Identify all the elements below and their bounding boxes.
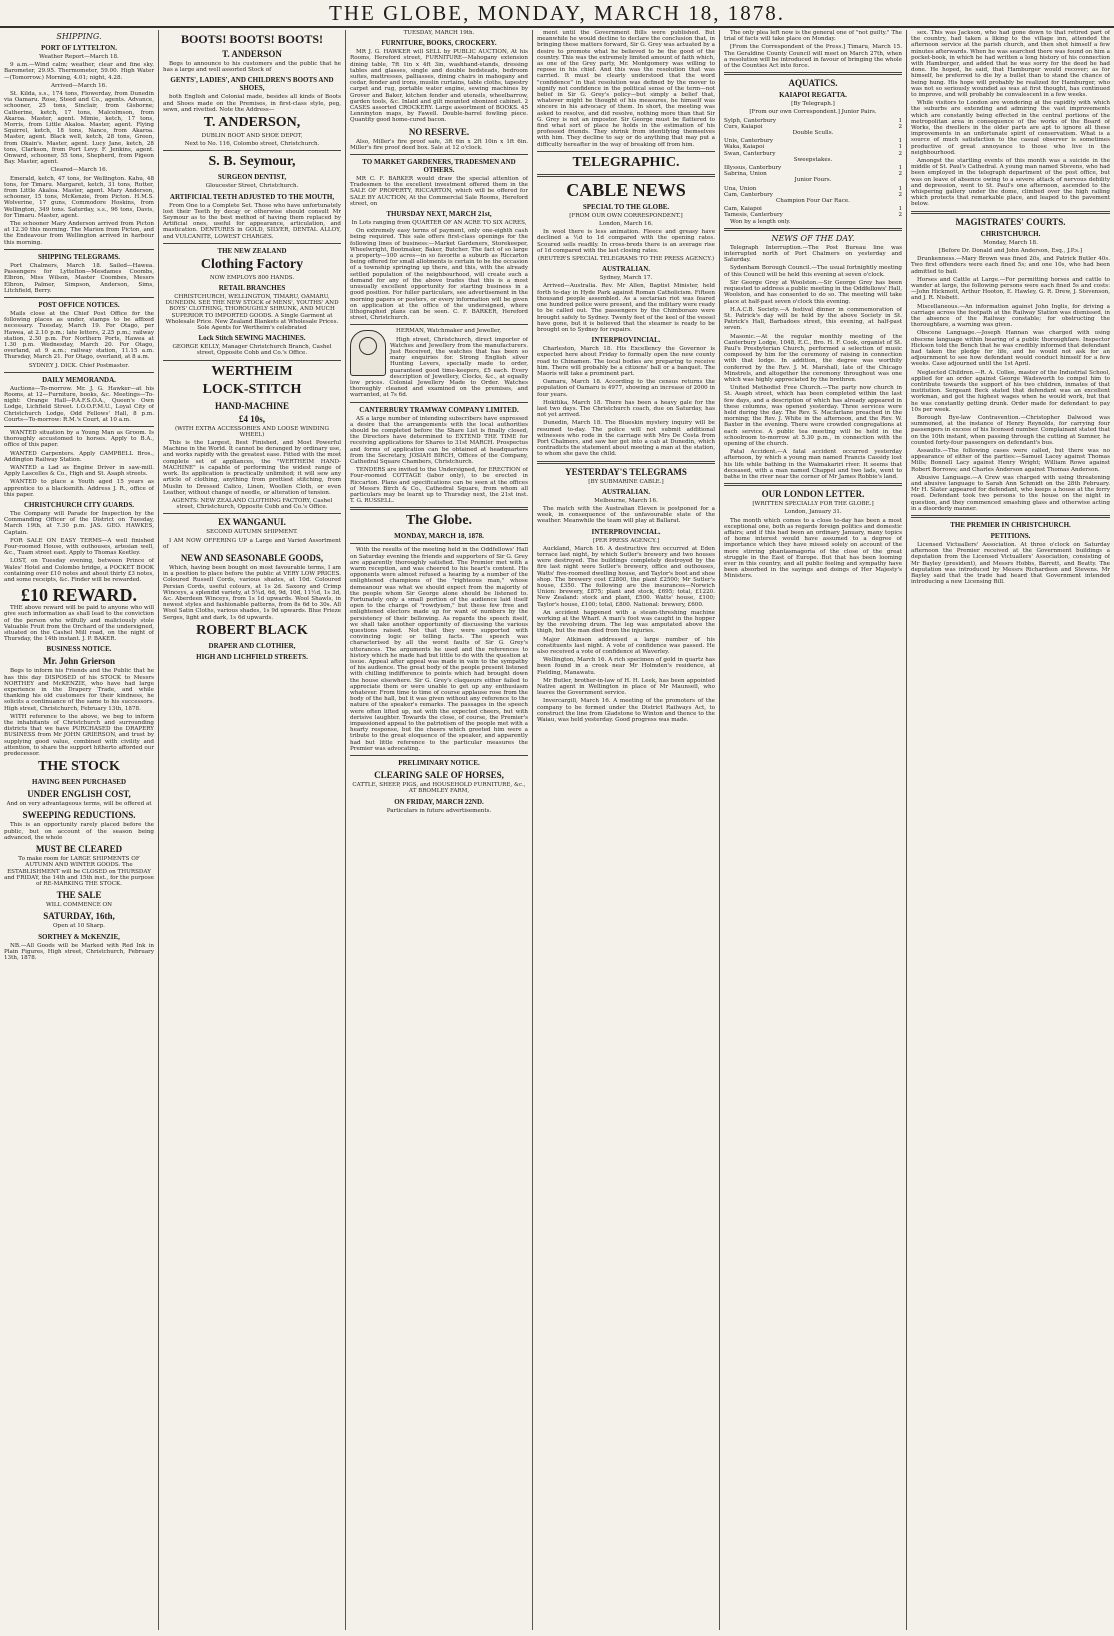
wertheim-line: HAND-MACHINE: [215, 400, 289, 411]
article-text: From One to a Complete Set. Those who have unfortunately lost their Teeth by decay or otherwise should consult Mr Seymour as to the best method of having them replaced by Artificial ones, useful for appearance, articulation, and mastication. DENTURES in GOLD, SILVER, DENTAL ALLOY, and VULCANITE, LOWEST CHARGES.: [163, 202, 341, 240]
article-text: Neglected Children.—R. A. Collee, master of the Industrial School, applied for an order against George Wadsworth to compel him to contribute towards the support of his two children, inmates of that institution. Sergeant Beck stated that defendant was an excellent workman, and got the highest wages when he would work, but that he was constantly getting drunk. Order made for defendant to pay 10s per week.: [911, 369, 1110, 413]
masthead-title: THE GLOBE, MONDAY, MARCH 18, 1878.: [329, 1, 785, 25]
crew-place: 1: [898, 138, 902, 145]
column-courts: [911, 30, 1110, 1630]
black-address: HIGH AND LICHFIELD STREETS.: [196, 652, 308, 661]
article-text: Sir George Grey at Woolston.—Sir George Grey has been requested to address a public meeting in the Oddfellows' Hall, Woolston, and has consented to do so. The meeting will take place at half-past seven o'clock this evening.: [724, 279, 902, 305]
article-text: WANTED a Lad as Engine Driver in saw-mill. Apply Lascelles & Co., High and St. Asaph streets.: [4, 464, 154, 478]
robert-black-heading: ROBERT BLACK: [196, 622, 308, 638]
stock-line: UNDER ENGLISH COST,: [27, 789, 131, 800]
article-text: Major Atkinson addressed a large number of his constituents last night. A vote of confidence was passed. He also received a vote of confidence at Waverley.: [537, 636, 715, 656]
article-text: In wool there is less animation. Fleece and greasy have declined a ½d to 1d compared with the opening rates. Scoured sells readily. In cross-breds there is an average rise of 1d compared with the last closing rates.: [537, 229, 715, 254]
friday-line: ON FRIDAY, MARCH 22ND.: [394, 797, 484, 806]
crew-name: Cam, Kaiapoi: [724, 206, 762, 213]
column-telegraphic: [537, 30, 715, 1630]
crew-name: Illyssus, Canterbury: [724, 165, 782, 172]
daily-memoranda-heading: DAILY MEMORANDA.: [42, 375, 116, 384]
article-text: Telegraph Interruption.—The Post Bureau line was interrupted north of Port Chalmers on yesterday and Saturday.: [724, 244, 902, 264]
article-text: NOW EMPLOYS 800 HANDS.: [209, 274, 295, 281]
port-heading: PORT OF LYTTELTON.: [41, 44, 117, 52]
article-text: Abusive Language.—A Crew was charged with using threatening and abusive language to Sarah Ann Schmidt on the 28th February. Mr H. Slater appeared for defendant, who keeps a house at the ferry road. Defendant took two persons to the house on the night in question, and they commenced smashing glass and otherwise acting in a disorderly manner.: [911, 474, 1110, 512]
press-line: [PER PRESS AGENCY.]: [592, 537, 660, 544]
article-text: With the results of the meeting held in the Oddfellows' Hall on Saturday evening the friends and supporters of Sir G. Grey are apparently thoroughly satisfied. The Premier met with a warm reception, and was cheered to his heart's content. His opponents were almost refused a hearing by a number of the enlightened champions of the "righteous man," whose demeanour was what we should expect from the majority of the people whom Sir George alone should be listened to. Fortunately only a small portion of the audience laid itself open to the charge of "rowdyism," but these few free and enlightened electors made up for want of numbers by the persistency of their bellowing. As regards the speech itself, we shall take another opportunity of discussing the various questions raised. Not that they were supported with convincing logic or telling facts. The speech was characterised by all the worst faults of Sir G. Grey's utterances. The arguments he used and the references to history which he made had but little to do with the question at issue. Appeal after appeal was made in vain to the sympathy of his audience. The great body of the people present listened with chilling indifference to points which had brought down the house elsewhere. Sir G. Grey's claqueurs either failed to appreciate them or were unable to get up any enthusiasm whatever. From time to time of course applause rose from the body of the hall, but it was given without any reference to the nature of the speaker's remarks. The passages in the speech were often lifted up, not with the expected cheers, but with derisive laughter. Towards the close, of course, the Premier's impassioned appeal to the patriotism of the people met with a hearty response, but the cheers which greeted him were a tribute to the great eloquence of the speaker, and apparently had but little reference to the particular measures the Premier was advocating.: [350, 547, 528, 752]
article-text: CHRISTCHURCH, WELLINGTON, TIMARU, OAMARU, DUNEDIN. SEE THE NEW STOCK of MENS', YOUTHS' AND BOYS' CLOTHING, THOROUGHLY SHRUNK, AND MUCH SUPERIOR TO IMPORTED GOODS. A Single Garment at Wholesale Price. New Zealand Blankets at Wholesale Prices. Sole Agents for Wertheim's celebrated: [165, 294, 339, 332]
christchurch-heading: CHRISTCHURCH.: [980, 229, 1041, 238]
regatta-heading: KAIAPOI REGATTA.: [779, 91, 847, 100]
shipping-heading: SHIPPING.: [56, 32, 102, 41]
article-text: The Company will Parade for Inspection by the Commanding Officer of the District on Tuesday, March 19th, at 7.30 p.m. JAS. GEO. HAWKES, Captain.: [4, 510, 154, 536]
crew-name: Una, Union: [724, 185, 757, 192]
court-date: Monday, March 18.: [983, 239, 1038, 246]
stock-line: MUST BE CLEARED: [35, 844, 123, 855]
wertheim-line: LOCK-STITCH: [202, 381, 302, 397]
article-text: [From our own Correspondent.] Junior Pairs.: [749, 109, 877, 116]
reserve-line: NO RESERVE.: [408, 126, 470, 137]
article-text: Invercargill, March 16. A meeting of the promoters of the company to be formed under the District Railways Act, to construct the line from Gladstone to Winton and thence to the Waiau, was held yesterday. Good progress was made.: [537, 698, 715, 724]
article-text: Dunedin, March 18. The Blueskin mystery inquiry will be resumed to-day. The police will not submit additional witnesses who rode in the carriage with Mrs De Costa from Port Chalmers, and saw her get into a cab at Dunedin, which contradicts the statement about meeting a man at the station, to whom she gave the child.: [537, 420, 715, 458]
article-text: Sweepstakes.: [793, 156, 833, 163]
cleared-heading: Cleared—March 16.: [50, 167, 108, 174]
crew-name: Unis, Canterbury: [724, 138, 773, 145]
australian-heading-2: AUSTRALIAN.: [601, 487, 651, 496]
article-text: Borough Bye-law Contravention.—Christopher Dalwood was summoned, at the instance of Henry Reynolds, for carrying four passengers in excess of his licensed number. Complainant stated that on the 10th instant, when passing through the cutting at Sumner, he counted forty-four passengers on defendant's bus.: [911, 414, 1110, 446]
article-text: And on very advantageous terms, will be offered at: [6, 801, 152, 808]
column-rule: [906, 30, 907, 1630]
weather-heading: Weather Report—March 18.: [39, 54, 119, 60]
reuters-line: (REUTER'S SPECIAL TELEGRAMS TO THE PRESS AGENCY.): [537, 256, 715, 263]
stock-line: HAVING BEEN PURCHASED: [32, 778, 126, 787]
sale-date: TUESDAY, MARCH 19th.: [403, 30, 475, 36]
article-text: TENDERS are invited to the Undersigned, for ERECTION of Four-roomed COTTAGE (labor only), to be erected in Riccarton. Plans and specifications can be seen at the offices of Messrs Birch & Co., Cathedral Square, from whom all particulars may be learnt up to Thursday next, the 21st inst. T. G. RUSSELL.: [350, 467, 528, 505]
london-letter-date: London, January 31.: [784, 509, 842, 516]
article-text: The month which comes to a close to-day has been a most exceptional one, both as regards foreign politics and domestic affairs; and if this had been an ordinary January, many topics of home interest would have assumed to a degree of importance which they have missed solely on account of the more stirring phantasmagoria of the close of the great struggle in the East of Europe. But that has been looming ever in this country, and all public feeling and sympathy have been absorbed in the sayings and doings of Her Majesty's Ministers.: [724, 517, 902, 580]
article-text: Open at 10 Sharp.: [53, 923, 105, 930]
article-text: Lock Stitch SEWING MACHINES.: [198, 334, 306, 343]
article-text: sex. This was Jackson, who had gone down to that retired part of the country, had taken a liking to the village inn, attended the afternoon service at the parish church, and then shot himself a few minutes afterwards. When he was searched there was found on him a pocket-book, in which he had written a long history of his connection with Hamburger, and added that he was sorry for the deed he had done. He hoped, he said, that Hamburger would recover; as for himself, he preferred to die by a bullet than to stand the chance of being hung. His hope will probably be realized for Hamburger, who was not so seriously wounded as was at first thought, has continued to improve, and will probably be convalescent in a few weeks.: [911, 30, 1110, 99]
sydney-date: Sydney, March 17.: [599, 275, 653, 282]
article-text: This is an opportunity rarely placed before the public, but on account of the season being advanced, the whole: [4, 822, 154, 841]
premier-heading: THE PREMIER IN CHRISTCHURCH.: [950, 521, 1071, 530]
interprovincial-heading-2: INTERPROVINCIAL.: [591, 527, 661, 536]
crew-place: 2: [898, 212, 902, 219]
article-text: Begs to inform his Friends and the Public that he has this day DISPOSED of his STOCK to Messrs NORTHEY and McKENZIE, who have had large experience in the Drapery Trade, and while thanking his old customers for their kindness, he solicits a continuance of the same to his successors. High street, Christchurch, February 13th, 1878.: [4, 668, 154, 712]
article-text: Arrived—Australia. Rev. Mr Allen, Baptist Minister, held forth to-day in Hyde Park against Roman Catholicism. Fifteen thousand people assembled. As a sectarian riot was feared one hundred police were present, and the military were ready to be called out. The passengers by the Chimborazo were brought safely to Sydney. Twenty feet of the keel of the vessel have gone, but it is believed that the steamer is ready to be brought on to Sydney for repairs.: [537, 283, 715, 333]
article-text: Charleston, March 18. His Excellency the Governor is expected here about Friday to formally open the new county road to Chinamen. The local bodies are preparing to receive him. There will probably be a citizens' ball or a banquet. The Maoris will take a prominent part.: [537, 346, 715, 377]
magistrates-heading: MAGISTRATES' COURTS.: [955, 216, 1066, 227]
crew-place: 1: [898, 165, 902, 172]
column-rule: [158, 30, 159, 1630]
crew-place: 2: [898, 171, 902, 178]
by-telegraph: [By Telegraph.]: [791, 101, 835, 108]
news-heading: NEWS OF THE DAY.: [771, 233, 855, 243]
article-text: On extremely easy terms of payment, only one-eighth cash being required. This sale offers first-class openings for the following lines of business:—Market Gardeners, Storekeeper, Wheelwright, Bootmaker, Baker, Butcher. The fact of so large a property—100 acres—in so favorite a suburb as Riccarton being offered for small allotments is certain to be the occasion of a township springing up there, and this, with the already settled population of the neighbourhood, will create such a demand for any of the above trades that this is a most unusually excellent opportunity for starting business in a good position. For fuller particulars, see advertisement in the morning papers or posters, or every information will be given on application at the office of the undersigned, where lithographed plans can be seen. C. F. BARKER, Hereford street, Christchurch.: [350, 228, 528, 322]
stock-heading: THE STOCK: [38, 759, 120, 775]
furniture-heading: FURNITURE, BOOKS, CROCKERY.: [381, 39, 497, 48]
article-text: Obscene Language.—Joseph Hannan was charged with using obscene language within hearing of a public thoroughfare. Inspector Hickson told the Bench that he was credibly informed that defendant had taken the pledge for life, and he would not ask for an adjournment to see how defendant would conduct himself for a few weeks. Case adjourned until the 1st April.: [911, 330, 1110, 368]
article-text: St. Kilda, s.s., 174 tons, Flowerday, from Dunedin via Oamaru. Rose, Steed and Co., agents. Advance, schooner, 25 tons, Sinclair, from Gisborne; Catherine, ketch, 17 tons, Malcolmson, from Akaroa. Master, agent. Mimie, ketch, 17 tons, Morris, from Little Akaloa. Master, agent. Flying Squirrel, ketch, 18 tons, Nance, from Akaroa. Master, agent. Black well, ketch, 28 tons, Green, from Okain's. Master, agent. Lucy Jane, ketch, 28 tons, Clarkson, from Port Levy. F. Jenkins, agent. Onward, schooner, 55 tons, Shepherd, from Pigeon Bay. Master, agent.: [4, 91, 154, 166]
black-line: DRAPER AND CLOTHIER,: [208, 641, 296, 650]
article-text: MR C. F. BARKER would draw the special attention of Tradesmen to the excellent investment offered them in the SALE OF PROPERTY, RICCARTON, which will be offered for SALE BY AUCTION, At the Commercial Sale Rooms, Hereford street, on: [350, 176, 528, 207]
article-text: both English and Colonial made, besides all kinds of Boots and Shoes made on the Premises, in first-class style, peg, sewn, and rivetted. Note the Address—: [163, 94, 341, 113]
regatta-results: [724, 118, 902, 219]
autumn-line: SECOND AUTUMN SHIPMENT.: [206, 529, 298, 536]
crew-name: Swan, Canterbury: [724, 150, 776, 157]
article-text: Mails close at the Chief Post Office for the following places as under, stamps to be affixed necessary. Tuesday, March 19. For Otago, per Hawea, at 2.10 p.m.; late letters, 2.25 p.m.; railway station, 2.30 p.m. For Northern Ports, Hawea at 1.30 p.m. Wednesday, March 20. For Otago, overland, at 9 a.m.; railway station, 11.15 a.m. Thursday, March 21. For Otago, overland, at 8 a.m.: [4, 310, 154, 361]
globe-title: The Globe.: [405, 513, 473, 529]
article-text: Junior Fours.: [794, 177, 832, 184]
anderson-heading: T. ANDERSON: [222, 49, 282, 59]
article-text: Masonic.—At the regular monthly meeting of the Canterbury Lodge, 1048, E.C., Bro. H. F. Cook, organist of St. Paul's Presbyterian Church, performed a selection of music composed by him for the ceremony of raising in connection with that lodge. In addition, the degree was worthily conferred by the Rev. J. M. Marshall, late of the Chicago Minstrels, and altogether the ceremony throughout was one which was highly appreciated by the brethren.: [724, 333, 902, 383]
article-text: Won by a length only.: [730, 218, 791, 225]
article-text: LOST, on Tuesday evening, between Prince of Wales' Hotel and Colombo bridge, a POCKET BOOK containing over £10 notes and about thirty £3 notes, and some receipts, &c. Finder will be rewarded.: [4, 558, 154, 584]
article-text: AS a large number of intending subscribers have expressed a desire that the arrangements with the local authorities should be completed before the Share List is finally closed, the Directors have determined to EXTEND THE TIME for receiving applications for Shares to 31st MARCH. Prospectus and forms of application can be obtained at headquarters from the Secretary, JOSIAH BIRCH, Offices of the Company, Cathedral Square Chambers, Christchurch.: [350, 415, 528, 465]
article-text: In Lots ranging from QUARTER OF AN ACRE TO SIX ACRES,: [351, 220, 527, 227]
goods-line: GENTS', LADIES', AND CHILDREN'S BOOTS AND SHOES,: [170, 76, 334, 93]
article-text: THE above reward will be paid to anyone who will give such information as shall lead to the conviction of the person who wilfully and maliciously stole Valuable Fruit from the Orchard of the undersigned, situated on the Cashel Mill road, on the night of Thursday, the 14th instant. J. P. BAKER.: [4, 605, 154, 643]
post-office-heading: POST OFFICE NOTICES.: [38, 300, 120, 309]
sale-date: SATURDAY, 16th,: [43, 911, 115, 922]
submarine-line: [BY SUBMARINE CABLE.]: [588, 478, 664, 485]
article-text: Also, Miller's fire proof safe, 3ft 6in x 2ft 10in x 1ft 6in. Miller's fire proof deed box. Sale at 12 o'clock.: [350, 138, 528, 151]
arrived-heading: Arrived—March 16.: [51, 82, 107, 89]
boots-heading: BOOTS! BOOTS! BOOTS!: [180, 32, 324, 46]
article-text: Emerald, ketch, 47 tons, for Wellington. Kahu, 48 tons, for Timaru. Margaret, ketch, 31 tons, Rutter, from Little Akaloa. Master, agent. Mary Anderson, schooner, 15 tons, McKenzie, from Picton. H.M.S. Wolverine, 17 guns, Commodore Hoskins, from Wellington, 349 tons. Saturday, s.s., 96 tons, Davis, for Timaru. Master, agent.: [4, 175, 154, 219]
sale-firm: SORTHEY & McKENZIE,: [38, 932, 120, 941]
preliminary-heading: PRELIMINARY NOTICE.: [398, 759, 480, 768]
article-text: Sydenham Borough Council.—The usual fortnightly meeting of this Council will be held this evening at seven o'clock.: [724, 265, 902, 278]
article-text: While visitors to London are wondering at the rapidity with which the suburbs are extending and admiring the vast improvements which are constantly being effected in the central portions of the metropolitan area in consequence of the works of the Board of Works, the dwellers in the older parts are apt to ignore all these improvements in an unfortunate spirit of conservatism. What is a source of much satisfaction to the casual observer is sometimes productive of great annoyance to those who live in the neighbourhood.: [911, 100, 1110, 156]
column-rule: [532, 30, 533, 1630]
special-line: SPECIAL TO THE GLOBE.: [582, 202, 670, 211]
city-guards-heading: CHRISTCHURCH CITY GUARDS.: [23, 500, 134, 509]
article-text: An accident happened with a steam-threshing machine working at the Wharf. A man's foot was caught in the hopper by the revolving drum. The leg was amputated above the thigh, but the man died from the injuries.: [537, 609, 715, 635]
column-auctions: [350, 30, 528, 1630]
tramway-heading: CANTERBURY TRAMWAY COMPANY LIMITED.: [359, 405, 519, 414]
dentist-line: SURGEON DENTIST,: [217, 173, 287, 182]
correspondent-line: [FROM OUR OWN CORRESPONDENT.]: [569, 212, 683, 219]
jeweller-line: HERMAN, Watchmaker and Jeweller,: [396, 328, 502, 335]
article-text: Particulars in future advertisements.: [386, 807, 492, 814]
london-date: London, March 16.: [599, 221, 653, 228]
crew-place: 2: [898, 191, 902, 198]
article-text: MR J. G. HAWKER will SELL by PUBLIC AUCTION, At his Rooms, Hereford street, FURNITURE—Mahogany extension dining table, 7ft 1in x 4ft 3in, washhand-stands, dressing tables and glasses, single and double bedsteads, bedroom suites, mattresses, palliasses, dining chairs in mahogany and cedar, fender and irons, muslin curtains, table cloths, tapestry carpet and rug, portable water engine, sewing machines by Grover and Baker, kitchen fender and utensils, wheelbarrow, garden tools, &c. Inlaid and gilt mounted ebonized cabinet. 2 CASES assorted CROCKERY. Large assortment of BOOKS. 45 Lenninyton maps, by Fawell. Double-barrel fowling piece. Quantity good home-cured bacon.: [350, 49, 528, 124]
article-text: NB.—All Goods will be Marked with Red Ink in Plain Figures, High street, Christchurch, February 13th, 1878.: [4, 942, 154, 961]
yesterday-heading: YESTERDAY'S TELEGRAMS: [565, 466, 687, 477]
business-notice-heading: BUSINESS NOTICE.: [46, 645, 112, 654]
article-text: United Methodist Free Church.—The party now church in St. Asaph street, which has been completed within the last few days, and a description of which has already appeared in these columns, was opened yesterday. Three services were held during the day. The Rev. S. Macfarlane preached in the morning; the Rev. J. White in the afternoon, and the Rev. W. Baxter in the evening. There were crowded congregations at each service. A public tea meeting will be held in the schoolroom to-morrow at 5.30 p.m., in connection with the opening of the church.: [724, 385, 902, 447]
article-text: GEORGE KELLY, Manager Christchurch Branch, Cashel street, Opposite Cobb and Co.'s Office.: [172, 344, 332, 357]
anderson-address: DUBLIN BOOT AND SHOE DEPOT,: [201, 133, 303, 140]
crew-place: 2: [898, 123, 902, 130]
article-text: Auckland, March 16. A destructive fire occurred at Eden terrace last night, by which Sutler's brewery and two houses were destroyed. The buildings completely destroyed by the fire last night were Sutler's brewery, office and outhouses, Watts' five-roomed dwelling house, and Taylor's boot and shoe shop. The brewery cost £2800, the plant £2500; Mr Sutler's house, £350. The following are the insurances—Norwich Union: brewery, £875; plant and stock, £695; total, £1220. New Zealand: stock and plant, £500. Watts' house, £100; Taylor's house, £100; total, £800. National: brewery, £600.: [537, 545, 715, 608]
article-text: WITH reference to the above, we beg to inform the inhabitants of Christchurch and surrounding districts that we have PURCHASED the DRAPERY BUSINESS from Mr JOHN GRIERSON, and trust by supplying good value, combined with civility and attention, to share the support hitherto afforded our predecessor.: [4, 713, 154, 758]
london-letter-heading: OUR LONDON LETTER.: [761, 489, 865, 500]
petitions-heading: PETITIONS.: [990, 532, 1031, 541]
reward-heading: £10 REWARD.: [20, 585, 137, 606]
new-goods-line: NEW AND SEASONABLE GOODS,: [180, 552, 324, 563]
crew-name: Waka, Kaiapoi: [724, 144, 765, 151]
market-heading: TO MARKET GARDENERS, TRADESMEN AND OTHERS.: [362, 158, 516, 175]
article-text: Amongst the startling events of this month was a suicide in the middle of St. Paul's Cathedral. A young man named Stevens, who had been employed in the telegraph department of the post office, but was on leave of absence owing to a severe attack of nervous debility and depression, went to St. Paul's one afternoon, ascended to the whispering gallery under the dome, climbed over the high railing which protects that remarkable place, and leaped to the pavement below.: [911, 158, 1110, 208]
article-text: Begs to announce to his customers and the public that he has a large and well assorted Stock of: [163, 61, 341, 74]
article-text: H.A.C.B. Society.—A festival dinner in commemoration of St. Patrick's day will be held by the above Society in St. Patrick's Hall, Barbadoes street, this evening, at half-past seven.: [724, 306, 902, 332]
crew-place: 1: [898, 185, 902, 192]
article-text: Horses and Cattle at Large.—For permitting horses and cattle to wander at large, the following persons were each fined 5s and costs:—John Hickmott, Arthur Hooton, E. Hawley, G. R. Drew, J. Stevenson, and J. R. Nisbett.: [911, 276, 1110, 302]
article-text: Champion Four Oar Race.: [776, 198, 850, 205]
column-shipping: [4, 30, 154, 1630]
article-text: WANTED Carpenters. Apply CAMPBELL Bros., Addington Railway Station.: [4, 450, 154, 463]
article-text: Which, having been bought on most favourable terms, I am in a position to place before the public at VERY LOW PRICES. Coloured Russell Cords, various shades, at 10d. Coloured Persian Cords, useful colours, at 1s 2d. Saxony and Crimp Winceys, a splendid variety, at 5¼d, 6d, 9d, 10d, 11½d, 1s 3d, &c. Aberdeen Winceys, from 1s 1d upwards. Wool Shawls, in newest styles and fashionable patterns, from 8s 6d to 30s. All Wool Satin Cloths, various shades, 1s 9d upwards. Blue Frieze Serges, light and dark, 1s 6d upwards.: [163, 564, 341, 621]
crew-name: Tamesis, Canterbury: [724, 212, 783, 219]
article-text: Licensed Victuallers' Association. At three o'clock on Saturday afternoon the Premier received at the Government buildings a deputation from the Licensed Victuallers' Association, consisting of Mr Bayley (president), and Messrs Hobbs, Barrett, and Beatty. The deputation was introduced by Messrs Richardson and Stevens. Mr Bayley said that the trade had heard that Government intended introducing a new Licensing Bill.: [911, 542, 1110, 586]
interprovincial-heading: INTERPROVINCIAL.: [591, 336, 661, 345]
clothing-line: THE NEW ZEALAND: [217, 246, 287, 255]
article-text: Oamaru, March 18. According to the census returns the population of Oamaru is 4977, showing an increase of 2000 in four years.: [537, 379, 715, 398]
sale-heading: THE SALE: [56, 890, 102, 901]
article-text: WANTED situation by a Young Man as Groom. Is thoroughly accustomed to horses. Apply to B.A., office of this paper.: [4, 429, 154, 449]
article-text: Hokitika, March 18. There has been a heavy gale for the last two days. The Christchurch coach, due on Saturday, has not yet arrived.: [537, 399, 715, 419]
crew-name: Sabrina, Union: [724, 171, 767, 178]
column-advertisements: [163, 30, 341, 1630]
article-text: The only plea left now is the general one of "not guilty." The trial of facts will take place on Monday.: [724, 30, 902, 43]
clothing-factory-heading: Clothing Factory: [200, 256, 304, 272]
cable-news-heading: CABLE NEWS: [566, 179, 686, 200]
clearing-heading: CLEARING SALE OF HORSES,: [374, 770, 504, 781]
article-text: WILL COMMENCE ON: [45, 902, 113, 909]
teeth-line: ARTIFICIAL TEETH ADJUSTED TO THE MOUTH,: [169, 192, 335, 201]
clock-illustration: [350, 330, 386, 376]
article-text: (WITH EXTRA ACCESSORIES AND LOOSE WINDING WHEEL): [175, 425, 329, 438]
article-text: Miscellaneous.—An information against John Inglis, for driving a carriage across the footpath at the Railway Station was dismissed, in the absence of the Railway constable; for obstructing the thoroughfare, a warning was given.: [911, 303, 1110, 329]
article-text: Mr Butler, brother-in-law of H. H. Leek, has been appointed Native agent in Wellington in place of Mr Maunsell, who leaves the Government service.: [537, 677, 715, 697]
article-text: SYDNEY J. DICK. Chief Postmaster.: [28, 362, 130, 369]
melbourne-date: Melbourne, March 16.: [594, 497, 658, 504]
article-text: Port Chalmers, March 18. Sailed—Hawea. Passengers for Lyttelton—Mesdames Coombs, Elbron, Miss Wilson, Master Coombes, Messrs Elbron, Palmer, Simpson, Anderson, Sims, Litchfield, Berry.: [4, 262, 154, 294]
article-text: Assaults.—The following cases were called, but there was no appearance of either of the parties:—Samuel Lacey against Thomas Mills; Bonnell Lacy against Henry Wright; William Rowe against Robert Borrows; and Charles Anderson against Thomas Anderson.: [911, 447, 1110, 473]
article-text: FOR SALE ON EASY TERMS—A well finished Four-roomed House, with outhouses, artesian well, &c., Tuam street east. Apply to Thomas Keetley.: [4, 537, 154, 557]
article-text: The match with the Australian Eleven is postponed for a week, in consequence of the unfavourable state of the weather. Meanwhile the team will play at Ballarat.: [537, 505, 715, 525]
column-rule: [345, 30, 346, 1630]
article-text: Gloucester Street, Christchurch.: [205, 183, 299, 190]
article-text: High street, Christchurch, direct importer of Watches and Jewellery from the manufacturers. Just Received, the watches that has been so many enquiries for. Strong English silver Hunting Levers, specially made to order, guaranteed good time-keepers, £5 each. Every description of Jewellery, Clocks, &c., at equally low prices. Colonial Jewellery Made to Order. Watches thoroughly cleaned and examined on the premises, and warranted, at 7s 6d.: [350, 336, 528, 399]
crew-name: Curs, Kaiapoi: [724, 123, 763, 130]
telegraphic-heading: TELEGRAPHIC.: [572, 154, 680, 170]
article-text: The schooner Mary Anderson arrived from Picton at 12.30 this morning. The Marion from Picton, and the Endeavour from Wellington arrived in harbour this morning.: [4, 221, 154, 246]
thursday-line: THURSDAY NEXT, MARCH 21st,: [386, 210, 492, 219]
australian-heading: AUSTRALIAN.: [601, 265, 651, 274]
article-text: ment until the Government Bills were published. But meanwhile he would decline to declare the conclusion that, in bringing these matters forward, Sir G. Grey was actuated by a desire to promote what he believed to be the good of the country. This was the extremely limited amount of faith which, as one of the Grey party, Mr. Montgomery was willing to repose in his chief. And this was the resolution that was carried. It must be clearly understood that the word "confidence" in that resolution was defined by the mover to signify not confidence in the political sense of the term—not belief in Sir G. Grey's policy—but simply a belief that, whatever might be thought of his measures, he himself was sincere in his advocacy of them. In short, the meeting was asked to resolve, and did resolve, nothing more than that Sir G. Grey is not an impostor. Sir George must be flattered to find what sort of place he holds in the estimation of his professed friends. They shrink from identifying themselves with him. They decline to say or do anything that may put a difficulty hereafter in the way of breaking off from him.: [537, 30, 715, 148]
globe-date: MONDAY, MARCH 18, 1878.: [394, 532, 484, 541]
wertheim-heading: WERTHEIM: [211, 363, 293, 379]
article-text: Double Sculls.: [792, 130, 834, 137]
crew-place: 1: [898, 206, 902, 213]
shipping-telegrams-heading: SHIPPING TELEGRAMS.: [38, 252, 120, 261]
masthead: [0, 0, 1114, 28]
written-line: [WRITTEN SPECIALLY FOR THE GLOBE.]: [752, 501, 874, 508]
article-text: This is the Largest, Best Finished, and Most Powerful Machine in the World. It cannot be deranged by ordinary use, and works rapidly with the greatest ease. Fitted with the most complete set of appliances, the "WERTHEIM HAND-MACHINE" is capable of performing the widest range of work. Its application is practically unlimited; it will sew any article of clothing, anything from prettiest stitching, from Muslin to Dressed Calico, Linen, Woollen Cloth, or even Leather, without change of needle, or alteration of tension.: [163, 440, 341, 496]
article-text: Drunkenness.—Mary Brown was fined 20s, and Patrick Butler 40s. Two first offenders were each fined 5s; and one 10s, who had been admitted to bail.: [911, 256, 1110, 275]
crew-place: 1: [898, 144, 902, 151]
stock-line: SWEEPING REDUCTIONS.: [22, 810, 136, 821]
crew-name: Sylph, Canterbury: [724, 117, 776, 124]
article-text: Wellington, March 16. A rich specimen of gold in quartz has been found in a creek near Mr Holmden's residence, at Fielding, Manawatu.: [537, 657, 715, 676]
aquatics-heading: AQUATICS.: [788, 78, 838, 89]
retail-line: RETAIL BRANCHES: [218, 284, 286, 293]
grierson-heading: Mr. John Grierson: [43, 656, 115, 667]
crew-place: 1: [898, 117, 902, 124]
article-text: [From the Correspondent of the Press.] Timaru, March 15. The Geraldine County Council will meet on March 27th, when a resolution will be introduced in favour of bringing the whole of the Counties Act into force.: [724, 44, 902, 70]
article-text: 9 a.m.—Wind calm; weather, clear and fine sky. Barometer, 29.95. Thermometer, 59.00. High Water—(Tomorrow.) Morning, 4.01; night, 4.28.: [4, 62, 154, 81]
crew-name: Cam, Canterbury: [724, 191, 773, 198]
anderson-name: T. ANDERSON,: [203, 115, 301, 131]
column-rule: [719, 30, 720, 1630]
article-text: WANTED to place a Youth aged 15 years as apprentice to a blacksmith. Address J. R., office of this paper.: [4, 479, 154, 498]
article-text: Fatal Accident.—A fatal accident occurred yesterday afternoon, by which a young man named Francis Cassidy lost his life while bathing in the Waimakariri river. It seems that deceased, with a man named Chappel and two lads, went to bathe in the river near the corner of Mr James Robbie's land.: [724, 449, 902, 480]
article-text: Auctions—To-morrow. Mr. J. G. Hawker—at his Rooms, at 12—Furniture, books, &c. Meetings—To-night: Orange Hall—P.A.F.S.O.A., Queen's Own Lodge, Lichfield Street. I.O.O.F.M.U., Loyal City of Christchurch Lodge, Odd Fellows' Hall, 8 p.m. Courts—To-morrow: R.M.'s Court, at 10 a.m.: [4, 385, 154, 423]
article-text: I AM NOW OFFERING UP a Large and Varied Assortment of: [163, 537, 341, 550]
article-text: Next to No. 116, Colombo street, Christchurch.: [184, 141, 320, 148]
wertheim-price: £4 10s,: [238, 413, 265, 424]
article-text: [Before Dr. Donald and John Anderson, Esq., J.P.s.]: [938, 247, 1083, 254]
column-news: [724, 30, 902, 1630]
article-text: To make room for LARGE SHIPMENTS OF AUTUMN AND WINTER GOODS. The ESTABLISHMENT will be CLOSED on THURSDAY and FRIDAY, the 14th and 15th inst., for the purpose of RE-MARKING THE STOCK.: [4, 856, 154, 887]
article-text: CATTLE, SHEEP, PIGS, and HOUSEHOLD FURNITURE, &c., AT BROMLEY FARM,: [352, 782, 526, 795]
article-text: AGENTS: NEW ZEALAND CLOTHING FACTORY, Cashel street, Christchurch, Opposite Cobb and Co.'s Office.: [171, 497, 333, 511]
wanganui-heading: EX WANGANUI.: [218, 517, 286, 528]
crew-place: 2: [898, 150, 902, 157]
seymour-heading: S. B. Seymour,: [208, 154, 296, 170]
